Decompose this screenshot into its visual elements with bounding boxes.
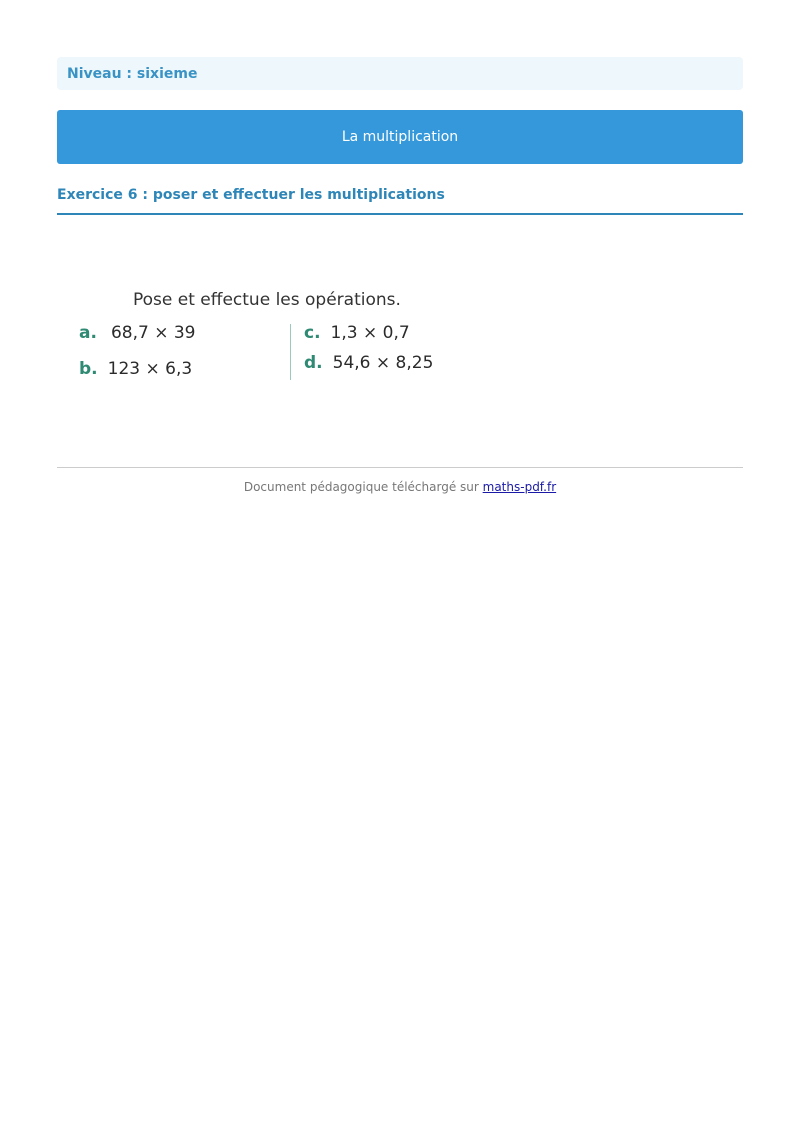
- operation-b: [79, 359, 192, 379]
- footer-divider: [57, 467, 743, 468]
- operation-letter: d.: [304, 353, 323, 373]
- exercise-instruction: Pose et effectue les opérations.: [133, 290, 401, 310]
- exercise-heading: Exercice 6 : poser et effectuer les multiplications: [57, 185, 743, 215]
- operation-a: [79, 323, 195, 343]
- operation-letter: a.: [79, 323, 97, 343]
- page-title: La multiplication: [341, 129, 459, 145]
- title-bar: [57, 110, 743, 164]
- footer: [57, 480, 743, 494]
- operation-expression: 1,3 × 0,7: [330, 323, 410, 343]
- operation-expression: 54,6 × 8,25: [332, 353, 434, 373]
- level-separator: :: [121, 65, 137, 82]
- footer-link[interactable]: maths-pdf.fr: [482, 480, 557, 494]
- footer-text: Document pédagogique téléchargé sur: [243, 480, 483, 494]
- operation-expression: 68,7 × 39: [110, 323, 196, 343]
- operation-c: [304, 323, 410, 343]
- level-value: sixieme: [136, 65, 198, 82]
- operation-letter: c.: [304, 323, 321, 343]
- column-divider: [290, 324, 291, 380]
- operation-letter: b.: [79, 359, 98, 379]
- operation-d: [304, 353, 433, 373]
- level-box: [57, 57, 743, 90]
- level-label: Niveau: [67, 65, 122, 82]
- operation-expression: 123 × 6,3: [107, 359, 193, 379]
